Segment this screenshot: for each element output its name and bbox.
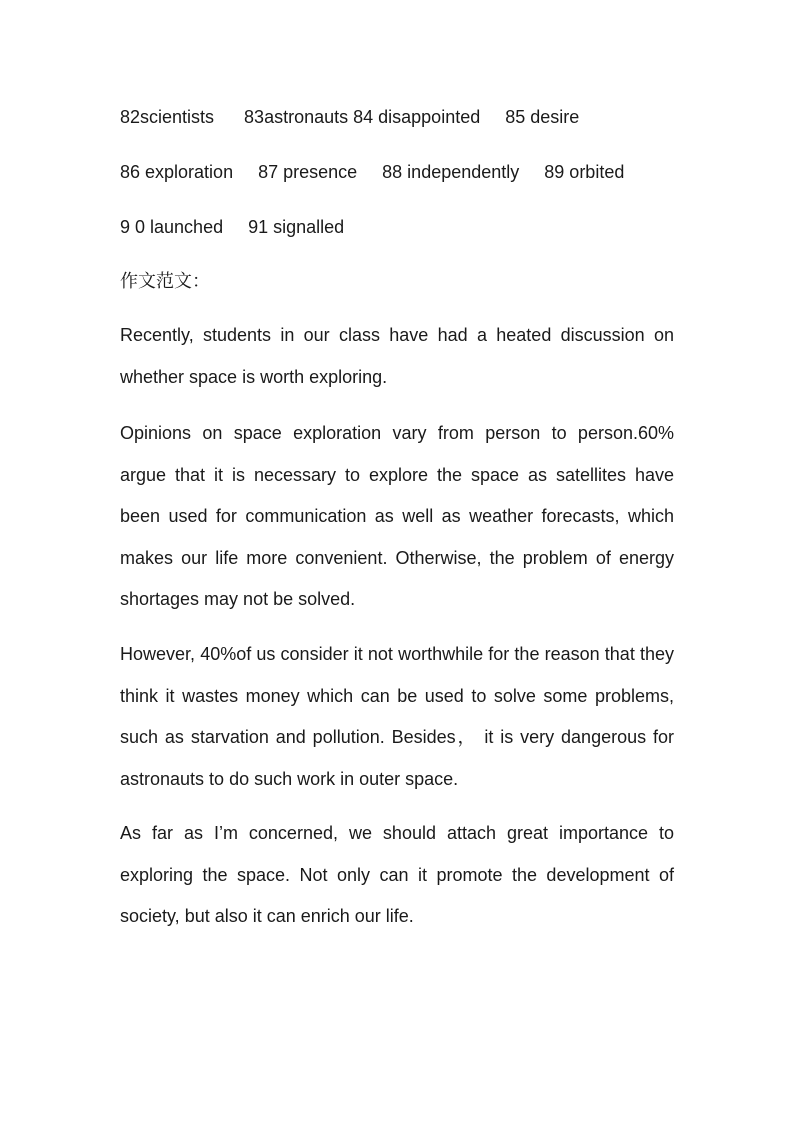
answer-key-line-2: 86 exploration 87 presence 88 independently 89 orbited: [120, 162, 625, 182]
essay-paragraph-3: However, 40%of us consider it not worthwhile for the reason that they think it wastes money which can be used to solve some problems, such as starvation and pollution. Besides， it is very dangerous for astronauts to do such work in outer space.: [120, 644, 674, 789]
essay-heading: 作文范文：: [120, 271, 210, 292]
answer-key-line-1: 82scientists 83astronauts 84 disappointed 85 desire: [120, 107, 580, 127]
answer-key-line-3: 9 0 launched 91 signalled: [120, 217, 345, 237]
essay-paragraph-1: Recently, students in our class have had a heated discussion on whether space is worth exploring.: [120, 325, 674, 387]
essay-paragraph-4: As far as I’m concerned, we should attach great importance to exploring the space. Not only can it promote the development of society, but also it can enrich our life.: [120, 823, 674, 926]
essay-paragraph-2: Opinions on space exploration vary from person to person.60% argue that it is necessary to explore the space as satellites have been used for communication as well as weather forecasts, which makes our life more convenient. Otherwise, the problem of energy shortages may not be solved.: [120, 423, 674, 609]
